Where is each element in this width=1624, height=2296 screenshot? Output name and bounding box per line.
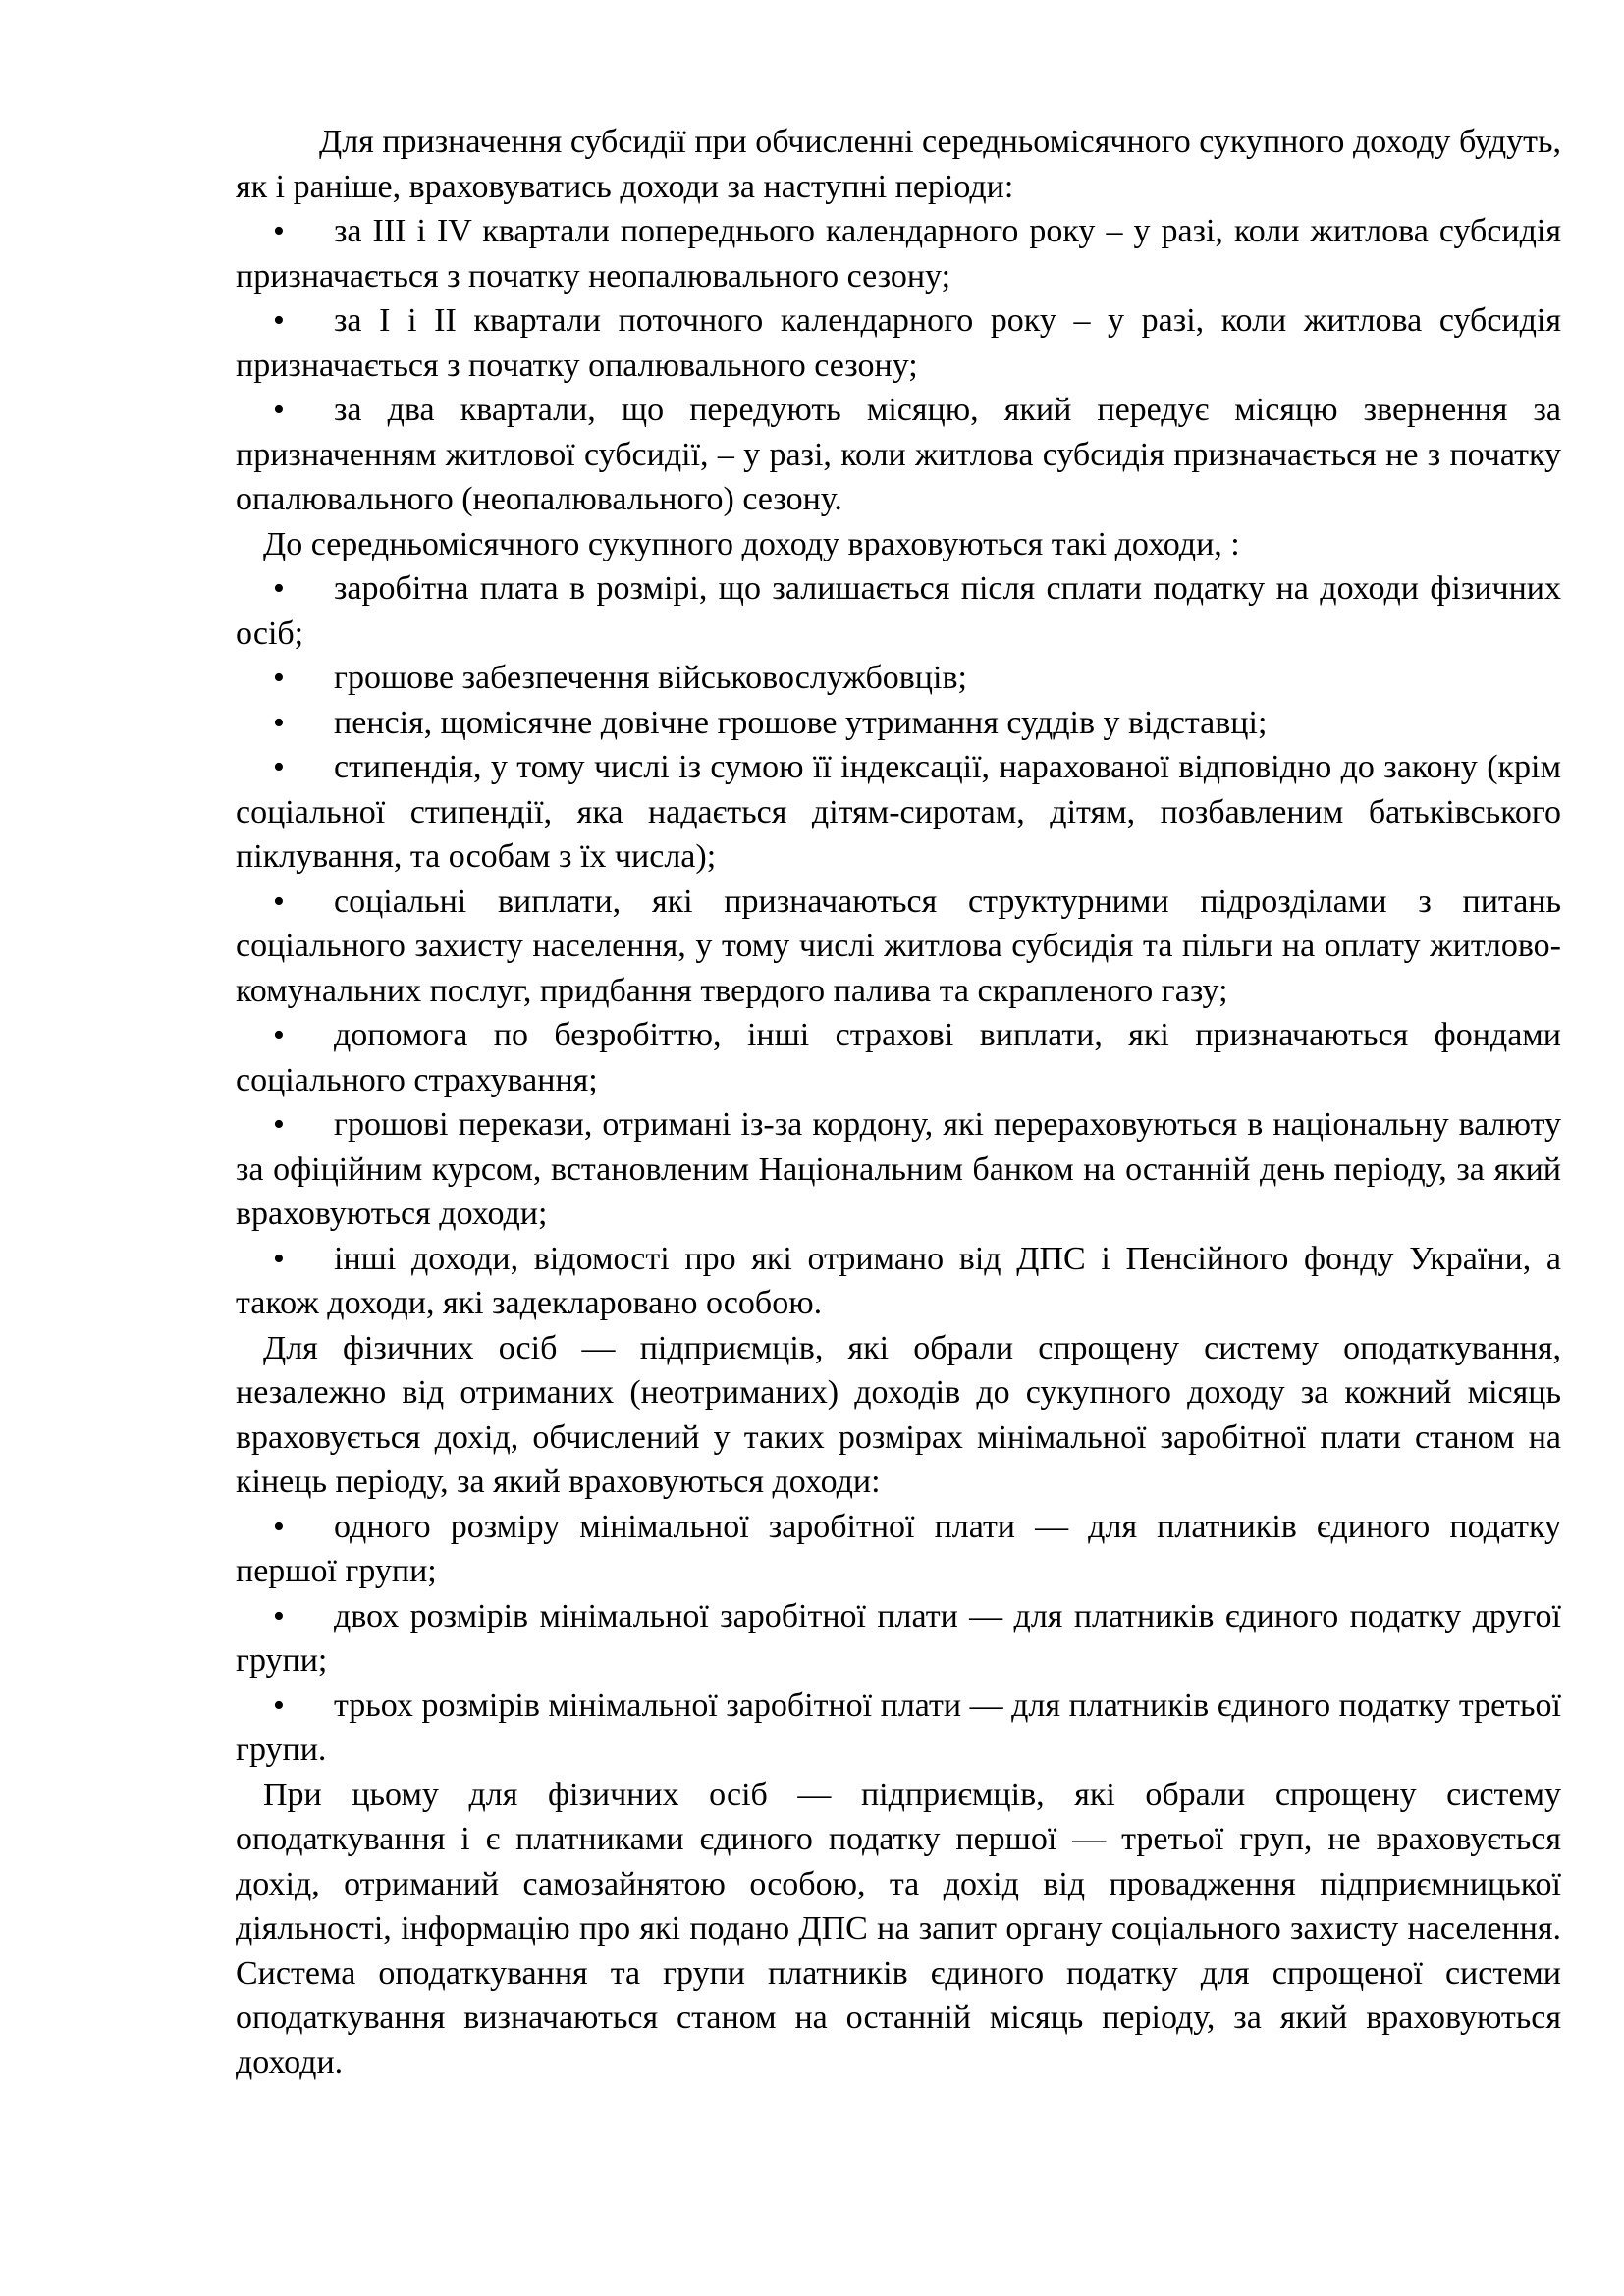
bullet-icon: •	[273, 1240, 285, 1277]
list-item	[236, 1237, 1561, 1326]
bullet-icon: •	[273, 302, 285, 339]
document-page	[236, 120, 1561, 2085]
list-item	[236, 1505, 1561, 1594]
list-item	[236, 880, 1561, 1014]
list-item-text: заробітна плата в розмірі, що залишається після сплати податку на доходи фізичних осіб;	[236, 570, 1561, 652]
closing-paragraph: При цьому для фізичних осіб — підприємців, які обрали спрощену систему оподаткування і є платниками єдиного податку першої — третьої груп, не враховується дохід, отриманий самозайнятою особою, та дохід від провадження підприємницької діяльності, інформацію про які подано ДПС на запит органу соціального захисту населення. Система оподаткування та групи платників єдиного податку для спрощеної системи оподаткування визначаються станом на останній місяць періоду, за який враховуються доходи.	[236, 1776, 1561, 2081]
list-item	[236, 745, 1561, 880]
list-item-text: інші доходи, відомості про які отримано від ДПС і Пенсійного фонду України, а також доходи, які задекларовано особою.	[236, 1240, 1561, 1321]
list-item-text: за III і IV квартали попереднього календарного року – у разі, коли житлова субсидія призначається з початку неопалювального сезону;	[236, 213, 1561, 294]
bullet-icon: •	[273, 213, 285, 249]
list-item-text: трьох розмірів мінімальної заробітної плати — для платників єдиного податку третьої групи.	[236, 1686, 1561, 1768]
list-item	[236, 566, 1561, 656]
list-item-text: грошове забезпечення військовослужбовців;	[334, 660, 967, 696]
fop-intro-paragraph: Для фізичних осіб — підприємців, які обрали спрощену систему оподаткування, незалежно від отриманих (неотриманих) доходів до сукупного доходу за кожний місяць враховується дохід, обчислений у таких розмірах мінімальної заробітної плати станом на кінець періоду, за який враховуються доходи:	[236, 1329, 1561, 1500]
list-item	[236, 1594, 1561, 1683]
list-item-text: грошові перекази, отримані із-за кордону, які перераховуються в національну валюту за офіційним курсом, встановленим Національним банком на останній день періоду, за який враховуються доходи;	[236, 1106, 1561, 1232]
list-item-text: двох розмірів мінімальної заробітної плати — для платників єдиного податку другої групи;	[236, 1597, 1561, 1679]
list-item-text: допомога по безробіттю, інші страхові виплати, які призначаються фондами соціального страхування;	[236, 1017, 1561, 1098]
bullet-icon: •	[273, 1106, 285, 1143]
list-item-text: стипендія, у тому числі із сумою її індексації, нарахованої відповідно до закону (крім соціальної стипендії, яка надається дітям-сиротам, дітям, позбавленим батьківського піклування, та особам з їх числа);	[236, 749, 1561, 875]
bullet-icon: •	[273, 749, 285, 785]
list-item-text: одного розміру мінімальної заробітної плати — для платників єдиного податку першої групи;	[236, 1508, 1561, 1589]
list-item	[236, 209, 1561, 298]
income-intro-paragraph: До середньомісячного сукупного доходу враховуються такі доходи, :	[263, 525, 1240, 562]
bullet-icon: •	[273, 392, 285, 428]
bullet-icon: •	[273, 1686, 285, 1724]
bullet-icon: •	[273, 1017, 285, 1053]
bullet-icon: •	[273, 570, 285, 607]
list-item	[236, 1683, 1561, 1773]
bullet-icon: •	[273, 704, 285, 741]
list-item-text: за I і II квартали поточного календарного року – у разі, коли житлова субсидія призначається з початку опалювального сезону;	[236, 302, 1561, 384]
list-item	[236, 1013, 1561, 1102]
list-item	[236, 298, 1561, 388]
list-item	[236, 656, 1561, 701]
bullet-icon: •	[273, 1597, 285, 1634]
intro-paragraph: Для призначення субсидії при обчисленні середньомісячного сукупного доходу будуть, як і раніше, враховуватись доходи за наступні періоди:	[236, 124, 1561, 205]
list-item	[236, 388, 1561, 522]
list-item	[236, 701, 1561, 746]
bullet-icon: •	[273, 1508, 285, 1545]
bullet-icon: •	[273, 882, 285, 920]
list-item-text: пенсія, щомісячне довічне грошове утримання суддів у відставці;	[334, 704, 1268, 741]
list-item-text: соціальні виплати, які призначаються структурними підрозділами з питань соціального захисту населення, у тому числі житлова субсидія та пільги на оплату житлово-комунальних послуг, придбання твердого палива та скрапленого газу;	[236, 882, 1561, 1009]
list-item	[236, 1102, 1561, 1237]
list-item-text: за два квартали, що передують місяцю, який передує місяцю звернення за призначенням житлової субсидії, – у разі, коли житлова субсидія призначається не з початку опалювального (неопалювального) сезону.	[236, 392, 1561, 517]
bullet-icon: •	[273, 660, 285, 696]
